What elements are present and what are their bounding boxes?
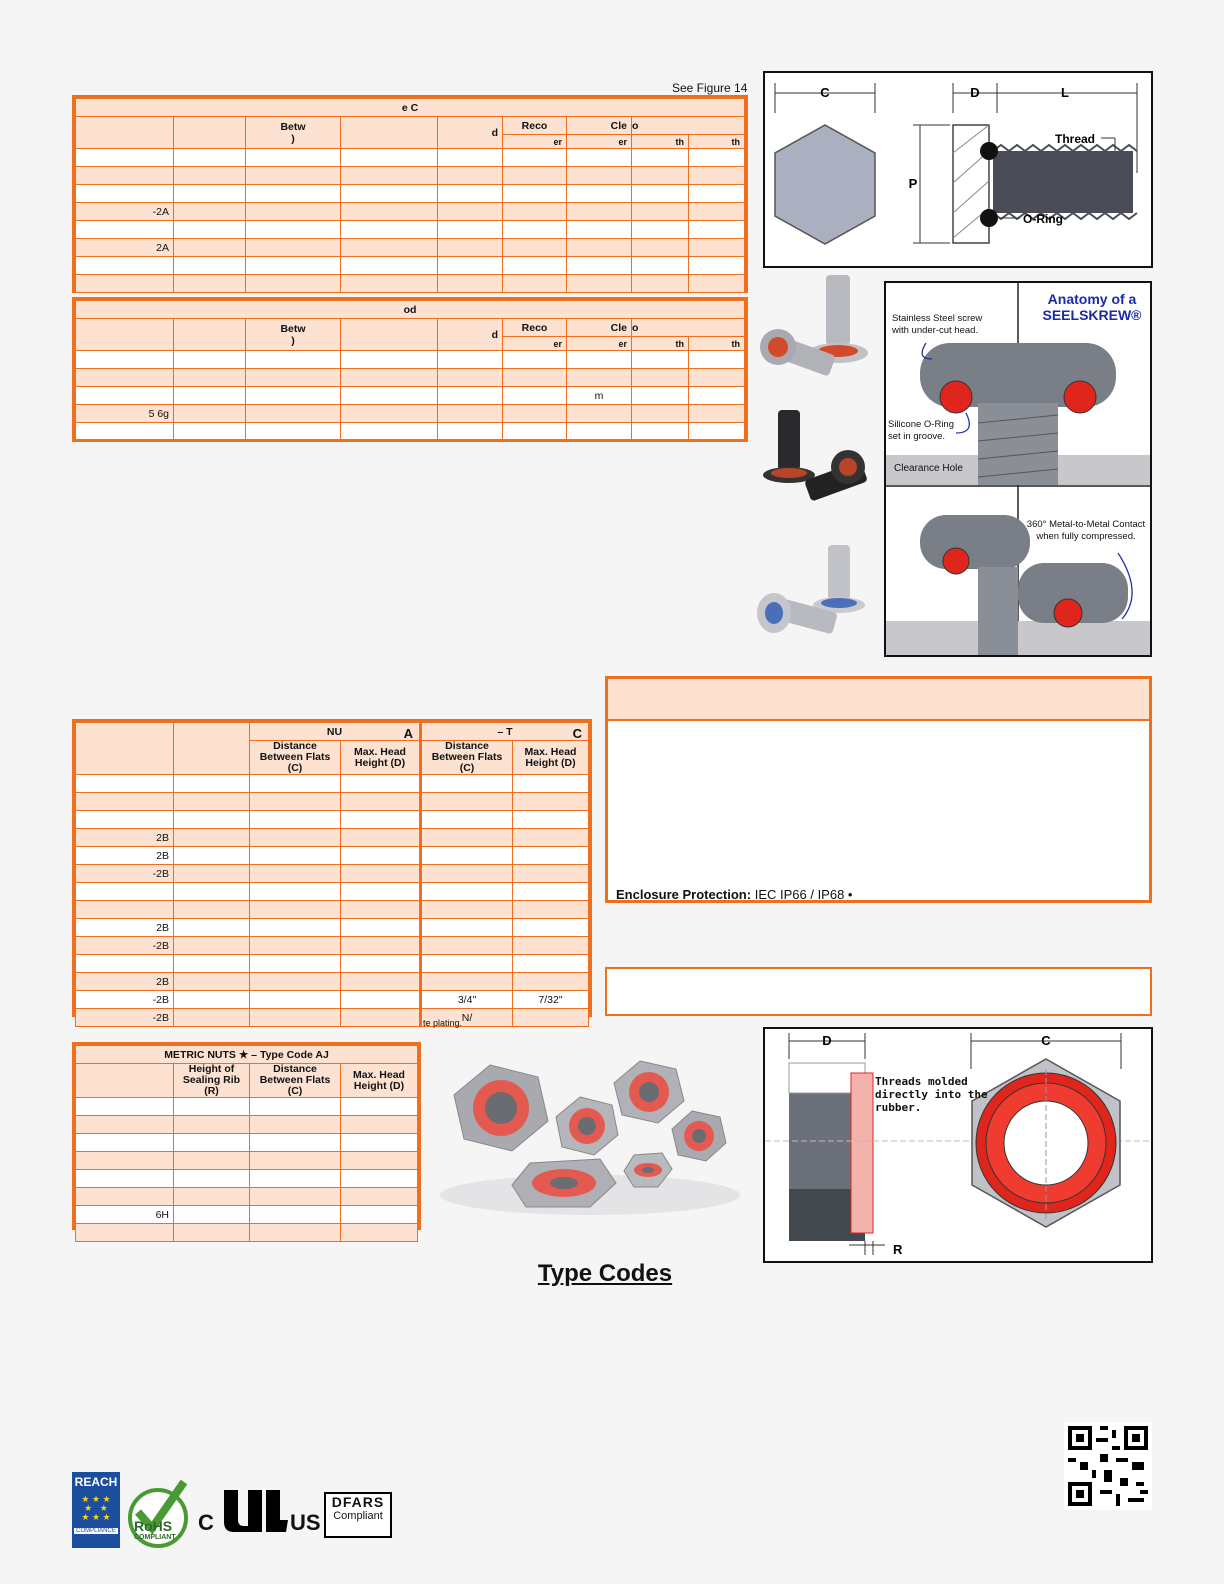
silver-screw-photo-1	[760, 275, 868, 377]
sub-head: th	[632, 135, 689, 149]
sub-head: Distance Between Flats (C)	[250, 741, 341, 775]
sub-head: er	[567, 337, 632, 351]
row-label	[76, 775, 174, 793]
anatomy-title-line2: SEELSKREW®	[1042, 307, 1142, 323]
enclosure-value: IEC IP66 / IP68 •	[754, 887, 853, 902]
row-label	[76, 1098, 174, 1116]
callout-steel-screw: Stainless Steel screw with under-cut head.	[892, 313, 983, 336]
rohs-logo	[122, 1478, 198, 1548]
enclosure-label: Enclosure Protection:	[616, 887, 752, 902]
table-cell: 7/32"	[513, 991, 589, 1009]
thread-label: Thread	[1055, 132, 1096, 146]
reach-sub: COMPLIANCE	[74, 1528, 118, 1534]
dim-d-label: D	[970, 85, 980, 100]
col-head: Betw )	[246, 319, 341, 351]
table-title: METRIC NUTS ★ – Type Code AJ	[76, 1046, 418, 1064]
row-label	[76, 1152, 174, 1170]
row-label	[76, 901, 174, 919]
rohs-label: RoHS	[134, 1518, 173, 1534]
o-ring-right	[1064, 381, 1096, 413]
o-ring-top	[980, 142, 998, 160]
table-cell: m	[567, 387, 632, 405]
dfars-sub: Compliant	[333, 1510, 383, 1522]
screw-spec-table-2	[72, 297, 748, 442]
dfars-logo	[324, 1492, 392, 1538]
screw-dimension-diagram	[763, 71, 1153, 268]
group-a-label: NU	[326, 725, 343, 738]
dim-r-label: R	[893, 1242, 903, 1257]
hex-head-face	[775, 125, 875, 244]
row-label: 5 6g	[76, 405, 174, 423]
table-cell: N/	[421, 1009, 513, 1027]
callout-o-ring: Silicone O-Ring set in groove.	[888, 419, 954, 442]
sub-head: th	[632, 337, 689, 351]
callout-metal-contact: 360° Metal-to-Metal Contact when fully compressed.	[1026, 519, 1146, 542]
row-label	[76, 167, 174, 185]
sub-head: er	[503, 135, 567, 149]
sub-head: Max. Head Height (D)	[341, 741, 421, 775]
col-head: o	[632, 319, 745, 337]
row-label: 2B	[76, 919, 174, 937]
row-label	[76, 1188, 174, 1206]
rohs-sub: COMPLIANT	[134, 1534, 176, 1541]
col-head: d	[438, 117, 503, 149]
row-label	[76, 883, 174, 901]
screw-head-side	[953, 125, 989, 243]
col-head: d	[438, 319, 503, 351]
table-title: e C	[76, 99, 745, 117]
sub-head: Max. Head Height (D)	[513, 741, 589, 775]
col-head: Cle	[567, 117, 632, 135]
table-cell: 3/4"	[421, 991, 513, 1009]
dim-l-label: L	[1061, 85, 1069, 100]
reach-logo: REACH ★ ★ ★ ★ ★ ★ ★ ★ COMPLIANCE	[72, 1472, 120, 1548]
figure-reference: See Figure 14	[672, 81, 748, 95]
screw-shank	[993, 151, 1133, 213]
spec-box-header	[608, 679, 1149, 721]
anatomy-title-line1: Anatomy of a	[1047, 291, 1137, 307]
col-head: Max. Head Height (D)	[341, 1064, 418, 1098]
dim-c-label: C	[1041, 1033, 1051, 1048]
sub-head: Distance Between Flats (C)	[421, 741, 513, 775]
ul-logo	[198, 1486, 321, 1546]
row-label	[76, 955, 174, 973]
threads-molded-callout: Threads molded directly into the rubber.	[875, 1075, 988, 1114]
row-label	[76, 1116, 174, 1134]
row-label: -2B	[76, 1009, 174, 1027]
col-head: Reco	[503, 117, 567, 135]
row-label	[76, 1170, 174, 1188]
dim-p-label: P	[908, 176, 918, 191]
metric-nuts-table	[72, 1042, 421, 1230]
note-box	[605, 967, 1152, 1016]
row-label: 2B	[76, 829, 174, 847]
nut-dimension-diagram	[763, 1027, 1153, 1263]
row-label: 6H	[76, 1206, 174, 1224]
o-ring-left	[940, 381, 972, 413]
o-ring-label: O-Ring	[1023, 212, 1063, 226]
row-label: 2B	[76, 847, 174, 865]
row-label	[76, 423, 174, 441]
callout-clearance-hole: Clearance Hole	[894, 463, 963, 474]
group-a-code: A	[403, 725, 414, 741]
row-label	[76, 351, 174, 369]
col-head: Betw )	[246, 117, 341, 149]
row-label	[76, 149, 174, 167]
col-head: Distance Between Flats (C)	[250, 1064, 341, 1098]
row-label	[76, 257, 174, 275]
sub-head: th	[689, 337, 745, 351]
enclosure-protection	[616, 887, 852, 902]
dim-c-label: C	[820, 85, 830, 100]
row-label: -2A	[76, 203, 174, 221]
qr-code[interactable]	[1064, 1422, 1152, 1510]
dim-d-label: D	[822, 1033, 832, 1048]
section-title: Type Codes	[537, 1260, 673, 1287]
nuts-footnote: te plating.	[423, 1018, 463, 1028]
spec-box	[605, 676, 1152, 903]
row-label: 2A	[76, 239, 174, 257]
row-label	[76, 1224, 174, 1242]
row-label	[76, 369, 174, 387]
screw-photos	[756, 275, 876, 655]
row-label	[76, 793, 174, 811]
group-c-code: C	[572, 725, 582, 741]
group-c-label: – T	[497, 725, 513, 738]
col-head: Cle	[567, 319, 632, 337]
row-label	[76, 221, 174, 239]
row-label: -2B	[76, 937, 174, 955]
row-label	[76, 1134, 174, 1152]
sub-head: th	[689, 135, 745, 149]
screw-spec-table-1	[72, 95, 748, 293]
row-label	[76, 185, 174, 203]
table-title: od	[76, 301, 745, 319]
silver-screw-photo-2	[757, 545, 865, 634]
col-head: Height of Sealing Rib (R)	[174, 1064, 250, 1098]
nuts-photo	[430, 1055, 746, 1220]
anatomy-diagram	[884, 281, 1152, 657]
row-label: 2B	[76, 973, 174, 991]
group-c-head	[421, 723, 589, 741]
reach-label: REACH	[74, 1475, 118, 1489]
sub-head: er	[567, 135, 632, 149]
ul-us: US	[290, 1510, 321, 1535]
black-screw-photo	[763, 410, 868, 502]
row-label	[76, 387, 174, 405]
dfars-label: DFARS	[331, 1494, 385, 1510]
col-head: Reco	[503, 319, 567, 337]
o-ring-bottom	[980, 209, 998, 227]
row-label	[76, 811, 174, 829]
row-label: -2B	[76, 991, 174, 1009]
row-label: -2B	[76, 865, 174, 883]
sub-head: er	[503, 337, 567, 351]
ul-c: C	[198, 1510, 214, 1535]
col-head: o	[632, 117, 745, 135]
group-a-head	[250, 723, 421, 741]
row-label	[76, 275, 174, 293]
